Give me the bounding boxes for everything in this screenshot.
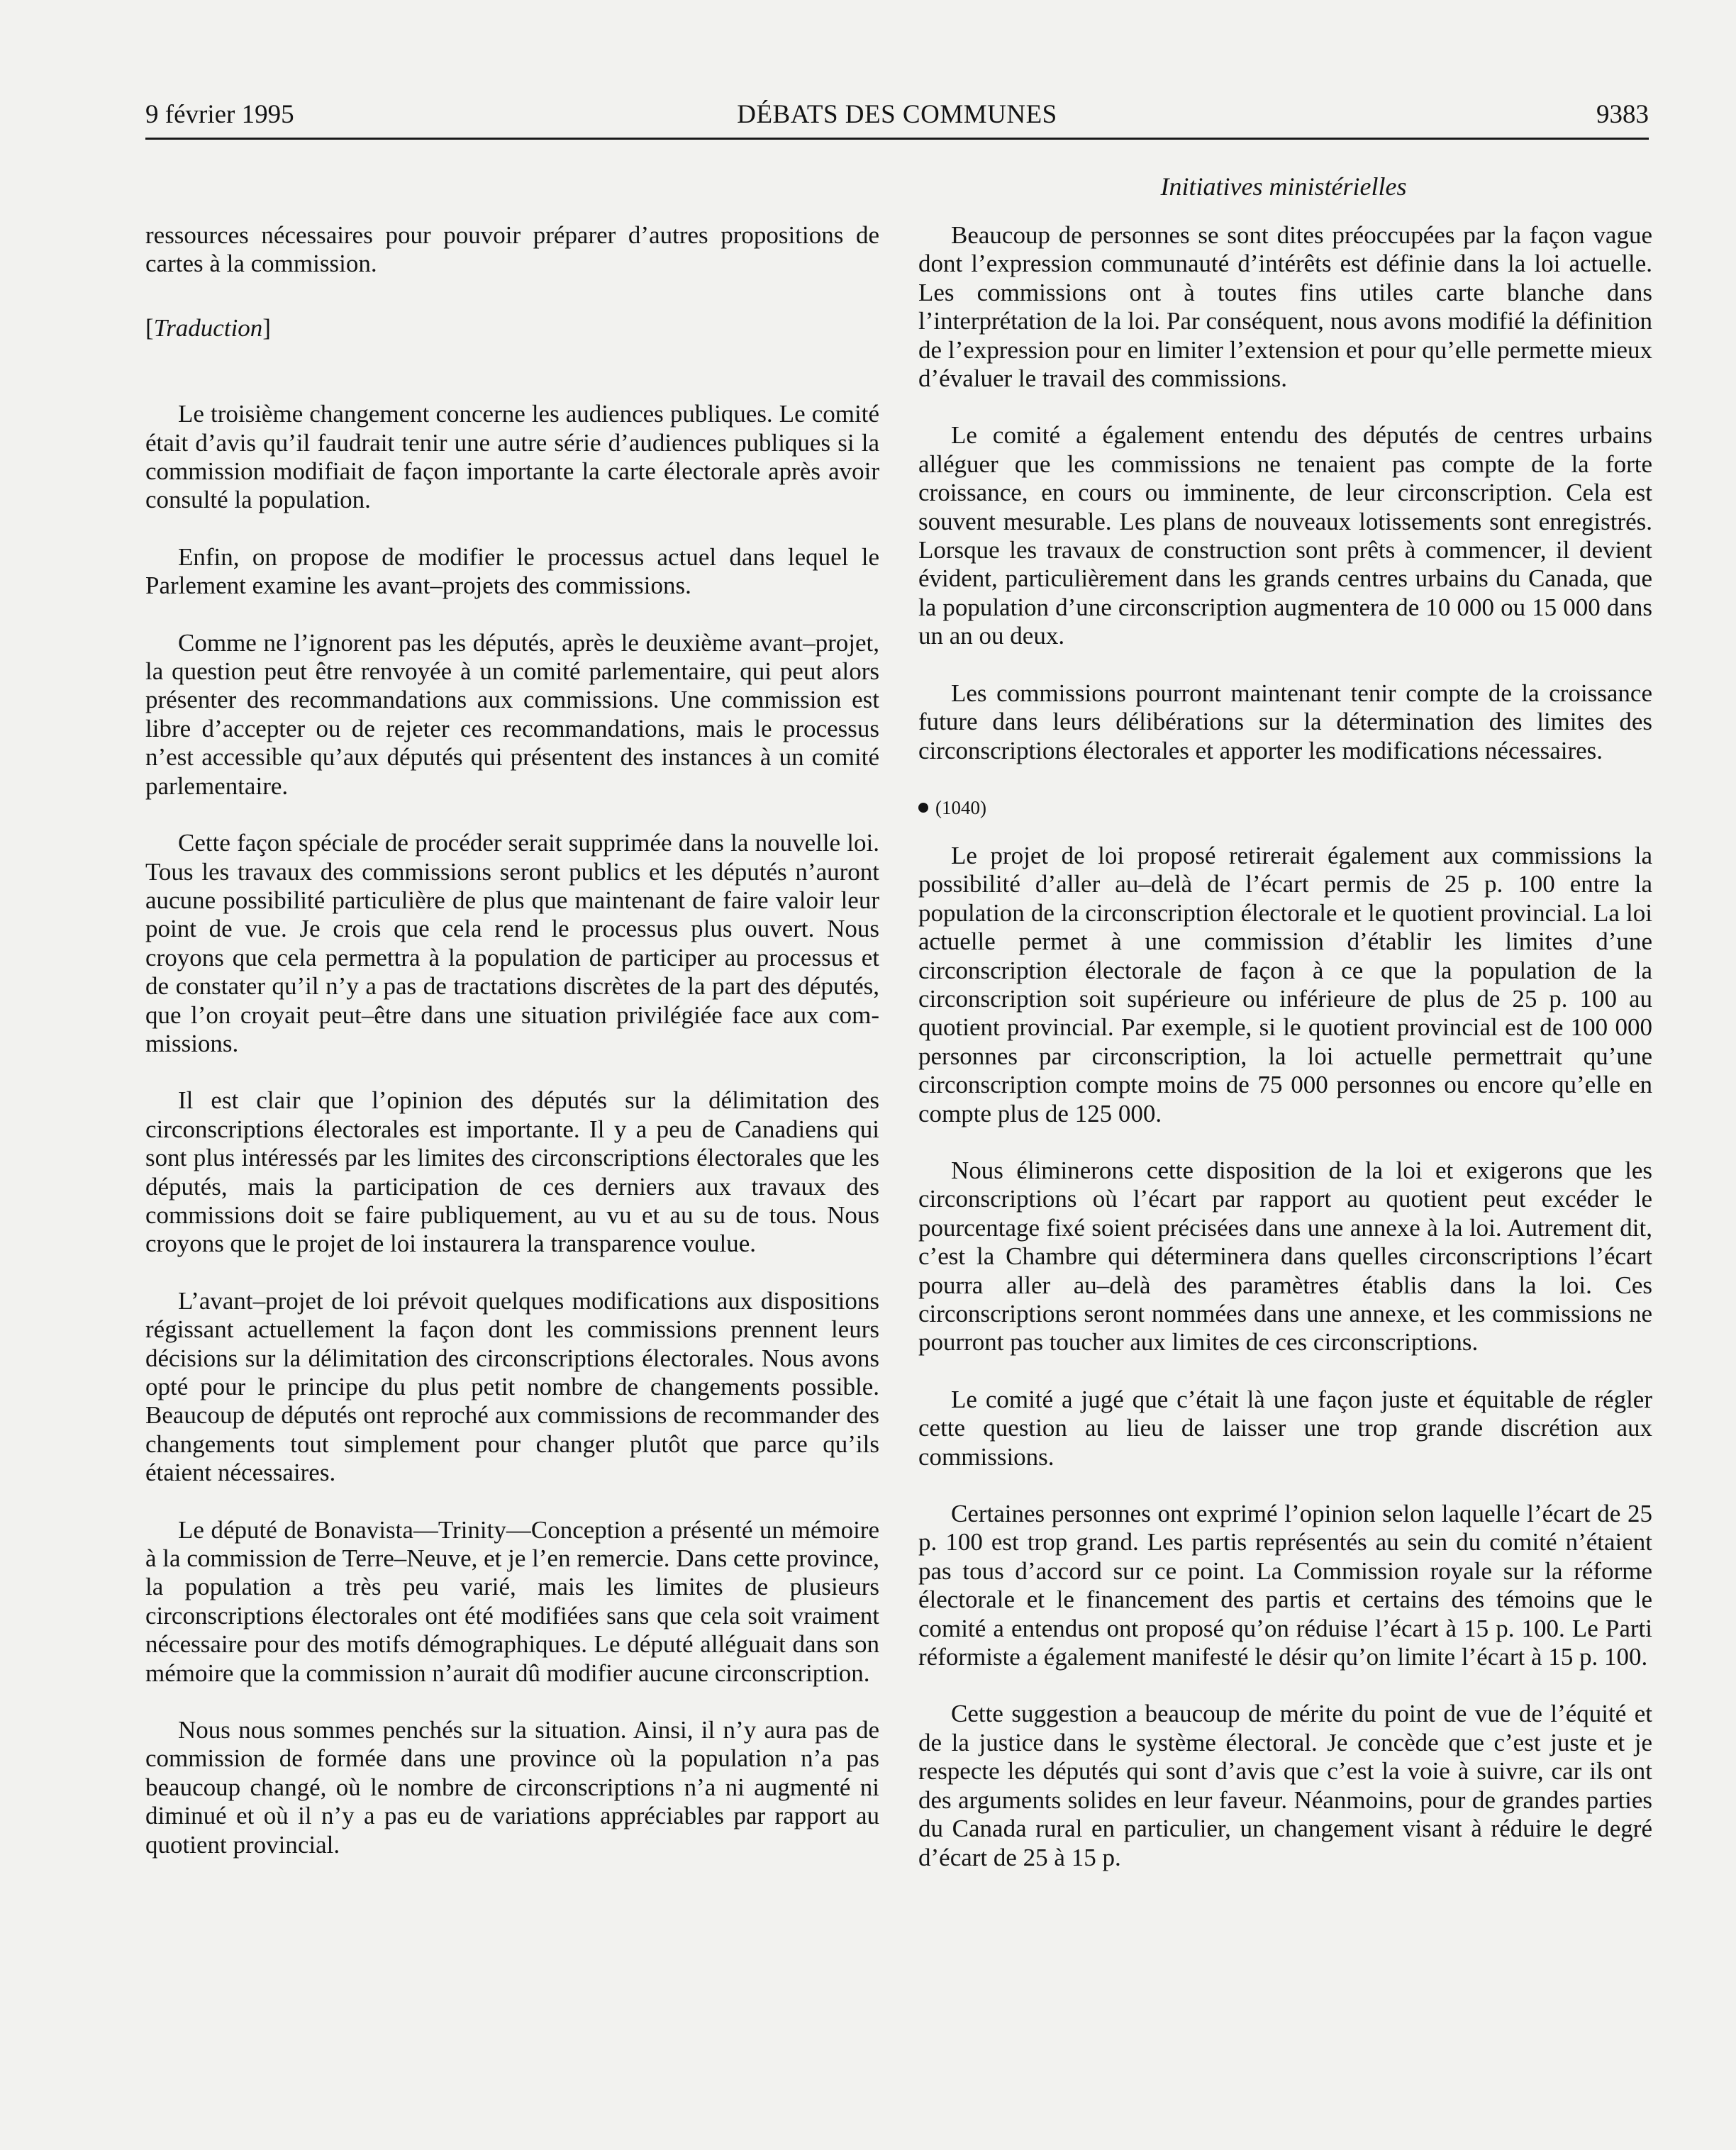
paragraph: Comme ne l’ignorent pas les députés, après le deuxième avant–projet, la question peut être renvoyée à un comité parlementaire, qui peut alors présenter des recommandations aux commissions. Une commission est libre d’accepter ou de rejeter ces recommandations, mais le processus n’est accessible qu’aux députés qui présentent des instances à un comité parlementaire. (145, 628, 879, 800)
paragraph: Cette suggestion a beaucoup de mérite du point de vue de l’équité et de la justice dans le système électoral. Je concède que c’est juste et je respecte les députés qui sont d’avis que c’est la voie à suivre, car ils ont des arguments solides en leur faveur. Néanmoins, pour de grandes parties du Canada rural en particulier, un changement visant à réduire le degré d’écart de 25 à 15 p. (918, 1700, 1652, 1871)
section-heading: Initiatives ministérielles (1160, 172, 1407, 201)
paragraph: Il est clair que l’opinion des députés sur la délimitation des circonscriptions électorales est importante. Il y a peu de Canadiens qui sont plus intéressés par les limites des circonscriptions électorales que les députés, mais la participation de ces derniers aux travaux des commissions doit se faire publiquement, au vu et au su de tous. Nous croyons que le projet de loi instaurera la transparence voulue. (145, 1086, 879, 1258)
paragraph: Cette façon spéciale de procéder serait supprimée dans la nouvelle loi. Tous les travaux des commissions seront publics et les députés n’auront aucune possibilité particulière de plus que maintenant de faire valoir leur point de vue. Je crois que cela rend le processus plus ouvert. Nous croyons que cela permettra à la population de participer au processus et de constater qu’il n’y a pas de tractations discrètes de la part des députés, que l’on croyait peut–être dans une situation privilégiée face aux commissions. (145, 829, 879, 1057)
paragraph: Nous nous sommes penchés sur la situation. Ainsi, il n’y aura pas de commission de formée dans une province où la population n’a pas beaucoup changé, où le nombre de circonscriptions n’a ni augmenté ni diminué et où il n’y a pas eu de variations appréciables par rapport au quotient provincial. (145, 1716, 879, 1859)
paragraph: Enfin, on propose de modifier le processus actuel dans lequel le Parlement examine les avant–projets des commissions. (145, 542, 879, 600)
paragraph: Les commissions pourront maintenant tenir compte de la croissance future dans leurs délibérations sur la détermination des limites des circonscriptions électorales et apporter les modifications nécessaires. (918, 679, 1652, 764)
time-marker (918, 793, 1652, 822)
paragraph: Nous éliminerons cette disposition de la loi et exigerons que les circonscriptions où l’écart par rapport au quotient peut excéder le pourcentage fixé soient précisées dans une annexe à la loi. Autrement dit, c’est la Chambre qui déterminera dans quelles circonscriptions l’écart pourra aller au–delà des paramètres établis dans la loi. Ces circonscriptions seront nommées dans une annexe, et les commissions ne pourront pas toucher aux limites de ces circonscriptions. (918, 1156, 1652, 1357)
header-title: DÉBATS DES COMMUNES (737, 100, 1057, 129)
bullet-icon (918, 803, 928, 813)
paragraph: Le projet de loi proposé retirerait également aux commissions la possibilité d’aller au–delà de l’écart permis de 25 p. 100 entre la population de la circonscription électorale et le quotient provincial. La loi actuelle permet à une commission d’établir les limites d’une circonscription électorale de façon à ce que la population de la circonscription soit supérieure ou inférieure de plus de 25 p. 100 au quotient provincial. Par exemple, si le quotient provincial est de 100 000 personnes par circonscription, la loi actuelle permettrait qu’une circonscription compte moins de 75 000 personnes ou encore qu’elle en compte plus de 125 000. (918, 841, 1652, 1127)
paragraph: Le comité a jugé que c’était là une façon juste et équitable de régler cette question au lieu de laisser une trop grande discrétion aux commissions. (918, 1385, 1652, 1471)
right-column (918, 221, 1652, 1872)
header-date: 9 février 1995 (145, 100, 294, 129)
paragraph: Le troisième changement concerne les audiences publiques. Le comité était d’avis qu’il faudrait tenir une autre série d’audiences publiques si la commission modifiait de façon importante la carte électorale après avoir consulté la population. (145, 400, 879, 514)
paragraph: Le député de Bonavista—Trinity—Conception a présenté un mémoire à la commission de Terre–Neuve, et je l’en remercie. Dans cette province, la population a très peu varié, mais les limites de plusieurs circonscriptions électorales ont été modifiées sans que cela soit vraiment nécessaire pour des motifs démographiques. Le député alléguait dans son mémoire que la commission n’aurait dû modifier aucune circonscription. (145, 1515, 879, 1687)
time-marker-text: (1040) (935, 796, 986, 818)
translation-word: Traduction (153, 313, 263, 342)
translation-bracket-open: [ (145, 313, 154, 342)
paragraph: Le comité a également entendu des députés de centres urbains alléguer que les commissions ne tenaient pas compte de la forte croissance, en cours ou imminente, de leur circonscription. Cela est souvent mesurable. Les plans de nouveaux lotissements sont enregistrés. Lorsque les travaux de construction sont prêts à commencer, il devient évident, particulièrement dans les grands centres urbains du Canada, que la population d’une circonscription augmentera de 10 000 ou 15 000 dans un an ou deux. (918, 421, 1652, 650)
translation-bracket-close: ] (262, 313, 271, 342)
running-header (145, 98, 1649, 140)
translation-label (145, 314, 879, 342)
header-page-number: 9383 (1596, 100, 1649, 129)
paragraph: L’avant–projet de loi prévoit quelques modifications aux dispositions régissant actuellement la façon dont les commissions prennent leurs décisions sur la délimitation des circonscriptions électorales. Nous avons opté pour le principe du plus petit nombre de changements possible. Beaucoup de députés ont reproché aux commissions de recommander des changements tout simplement pour changer plutôt que parce qu’ils étaient nécessaires. (145, 1286, 879, 1487)
paragraph: Beaucoup de personnes se sont dites préoccupées par la façon vague dont l’expression communauté d’intérêts est définie dans la loi actuelle. Les commissions ont à toutes fins utiles carte blanche dans l’interprétation de la loi. Par conséquent, nous avons modifié la définition de l’expression pour en limiter l’extension et pour qu’elle permette mieux d’évaluer le travail des commissions. (918, 221, 1652, 393)
paragraph-continuation: ressources nécessaires pour pouvoir préparer d’autres propositions de cartes à la commission. (145, 221, 879, 278)
left-column (145, 221, 879, 1859)
paragraph: Certaines personnes ont exprimé l’opinion selon laquelle l’écart de 25 p. 100 est trop grand. Les partis représentés au sein du comité n’étaient pas tous d’accord sur ce point. La Commission royale sur la réforme électorale et le financement des partis et certains des témoins que le comité a entendus ont proposé qu’on réduise l’écart à 15 p. 100. Le Parti réformiste a également manifesté le désir qu’on limite l’écart à 15 p. 100. (918, 1500, 1652, 1671)
